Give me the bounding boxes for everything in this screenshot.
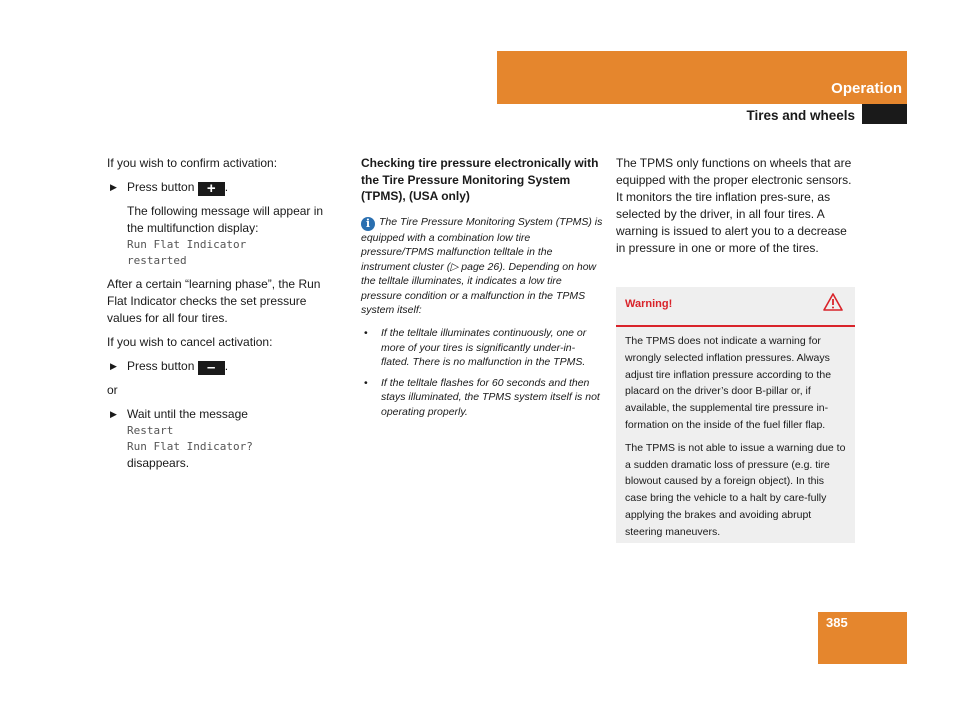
info-note xyxy=(361,215,603,319)
section-title: Operation xyxy=(831,80,902,97)
list-item xyxy=(361,376,603,420)
list-item xyxy=(361,326,603,370)
info-note-text: The Tire Pressure Monitoring System (TPMS) is equipped with a combination low tire pressure/TPMS malfunction telltale in the instrument cluster (▷ page 26). Depending on how the telltale illuminates, it indicates a low tire pressure condition or a malfunction in the TPMS system itself: xyxy=(361,215,603,317)
step-text: Press button xyxy=(127,180,195,194)
list-item-text: If the telltale flashes for 60 seconds and then stays illuminated, the TPMS system itself is not operating properly. xyxy=(381,376,600,419)
step-text: disappears. xyxy=(127,456,190,470)
confirm-intro: If you wish to confirm activation: xyxy=(107,156,278,170)
cancel-intro: If you wish to cancel activation: xyxy=(107,335,273,349)
warning-box xyxy=(616,287,855,543)
following-message: The following message will appear in the multifunction display: xyxy=(127,204,324,235)
column-left xyxy=(107,155,342,479)
message-block xyxy=(107,203,342,269)
or-text: or xyxy=(107,383,118,397)
warning-paragraph: The TPMS is not able to issue a warning due to a sudden dramatic loss of pressure (e.g. tire blowout caused by a foreign object). In this case bring the vehicle to a halt by care-fully applying the brakes and avoiding abrupt steering maneuvers. xyxy=(625,441,846,538)
bullet-list xyxy=(361,326,603,420)
column-middle xyxy=(361,155,603,426)
minus-key-icon: – xyxy=(198,361,225,375)
step-press-minus xyxy=(107,358,342,375)
display-line: Restart xyxy=(127,424,174,437)
display-line: restarted xyxy=(127,254,187,267)
section-tab-marker xyxy=(862,104,907,124)
play-arrow-icon: ▶ xyxy=(110,361,117,371)
period: . xyxy=(224,180,229,194)
step-press-plus xyxy=(107,179,342,196)
step-text: Wait until the message xyxy=(127,407,248,421)
display-line: Run Flat Indicator? xyxy=(127,440,253,453)
list-item-text: If the telltale illuminates continuously, one or more of your tires is significantly under-in-flated. There is no malfunction in the TPMS. xyxy=(381,327,587,369)
info-icon: i xyxy=(361,217,375,231)
warning-paragraph: The TPMS does not indicate a warning for wrongly selected inflation pressures. Always adjust tire inflation pressure according to the placard on the driver’s door B-pillar or, if available, the supplemental tire pressure in-formation on the inside of the fuel filler flap. xyxy=(625,335,832,431)
play-arrow-icon: ▶ xyxy=(110,409,117,419)
warning-header xyxy=(616,287,855,327)
section-heading: Checking tire pressure electronically with the Tire Pressure Monitoring System (TPMS), (USA only) xyxy=(361,156,599,203)
column-right xyxy=(616,155,856,264)
warning-title: Warning! xyxy=(625,298,673,310)
bullet-icon: • xyxy=(364,327,368,340)
subsection-title: Tires and wheels xyxy=(746,108,855,123)
learning-phase-text: After a certain “learning phase”, the Run Flat Indicator checks the set pressure values for all four tires. xyxy=(107,277,321,325)
page-number: 385 xyxy=(826,615,848,630)
plus-key-icon: + xyxy=(198,182,225,196)
tpms-intro: The TPMS only functions on wheels that are equipped with the proper electronic sensors. It monitors the tire inflation pres-sure, as selected by the driver, in all four tires. A warning is issued to alert you to a decrease in pressure in one or more of the tires. xyxy=(616,156,852,255)
play-arrow-icon: ▶ xyxy=(110,182,117,192)
step-wait xyxy=(107,406,342,472)
bullet-icon: • xyxy=(364,376,368,389)
warning-body xyxy=(616,327,855,541)
display-line: Run Flat Indicator xyxy=(127,238,247,251)
warning-triangle-icon xyxy=(823,293,843,311)
period: . xyxy=(224,359,229,373)
step-text: Press button xyxy=(127,359,195,373)
